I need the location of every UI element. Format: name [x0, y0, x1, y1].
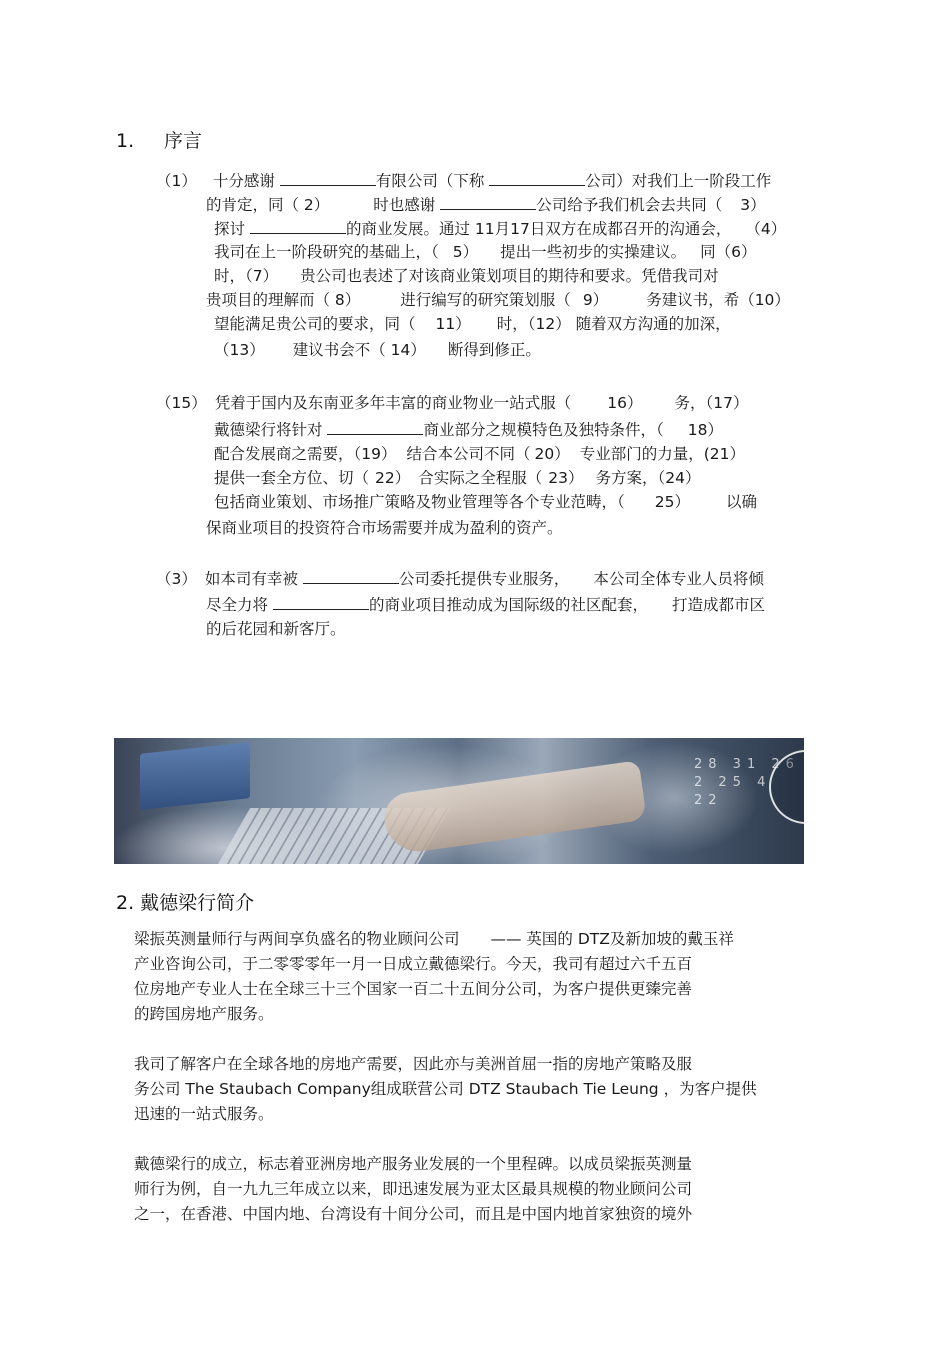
p2-line-5	[214, 491, 757, 513]
p1-text: 望能满足贵公司的要求，同（	[214, 315, 416, 333]
p2-text: 20）	[534, 445, 570, 463]
p2-text: 19）	[361, 445, 397, 463]
blank-line	[327, 418, 423, 435]
p2-line-4	[214, 467, 701, 489]
p3-line-3	[206, 618, 346, 640]
p1-line-6	[206, 289, 790, 311]
p1-text: 的商业发展。通过 11月17日双方在成都召开的沟通会，	[345, 220, 732, 238]
p3-text: 尽全力将	[206, 596, 269, 614]
s2-p2-line: 我司了解客户在全球各地的房地产需要，因此亦与美洲首屈一指的房地产策略及服	[134, 1055, 693, 1073]
s2-p1-line: 的跨国房地产服务。	[134, 1005, 274, 1023]
p1-line-7	[214, 313, 731, 335]
s2-p1-line: 梁振英测量师行与两间享负盛名的物业顾问公司 —— 英国的 DTZ及新加坡的戴玉祥	[134, 930, 734, 948]
s2-p2-line: 迅速的一站式服务。	[134, 1105, 274, 1123]
p1-text: 十分感谢	[212, 172, 275, 190]
p1-text: （4）	[745, 220, 787, 238]
blank-line	[280, 169, 376, 186]
p3-text: 如本司有幸被	[204, 570, 298, 588]
p3-text: 打造成都市区	[671, 596, 765, 614]
p1-text: （13）	[214, 341, 265, 359]
blank-line	[440, 193, 536, 210]
p1-text: 时，（12） 随着双方沟通的加深，	[496, 315, 731, 333]
p3-text: 的商业项目推动成为国际级的社区配套，	[368, 596, 648, 614]
p2-label: （15）	[156, 394, 207, 412]
p2-text: 保商业项目的投资符合市场需要并成为盈利的资产。	[206, 519, 563, 537]
p1-text: 的肯定，同（ 2）	[206, 196, 330, 214]
p1-text: 有限公司（下称	[375, 172, 485, 190]
p2-text: 18）	[687, 421, 723, 439]
p1-text: 我司在上一阶段研究的基础上，（	[214, 243, 439, 261]
p2-text: 凭着于国内及东南亚多年丰富的商业物业一站式服（	[214, 394, 572, 412]
p1-text: 贵公司也表述了对该商业策划项目的期待和要求。凭借我司对	[300, 267, 719, 285]
p2-text: 务，（17）	[674, 394, 749, 412]
p1-text: 探讨	[214, 220, 246, 238]
p1-text: 5）	[452, 243, 479, 261]
s2-p3-line: 戴德梁行的成立，标志着亚洲房地产服务业发展的一个里程碑。以成员梁振英测量	[134, 1155, 693, 1173]
p2-text: 22）	[375, 469, 411, 487]
section-2-heading: 2. 戴德梁行简介	[116, 892, 255, 914]
p2-text: 以确	[726, 493, 758, 511]
handshake-shape	[381, 760, 647, 856]
s2-p3-line: 之一，在香港、中国内地、台湾设有十间分公司，而且是中国内地首家独资的境外	[134, 1205, 693, 1223]
s2-p1-line: 位房地产专业人士在全球三十三个国家一百二十五间分公司，为客户提供更臻完善	[134, 980, 693, 998]
p2-text: 戴德梁行将针对	[214, 421, 323, 439]
p3-line-1	[156, 567, 764, 590]
blank-line	[489, 169, 585, 186]
p2-text: 23）	[548, 469, 584, 487]
p2-line-1	[156, 392, 748, 414]
p2-text: 合实际之全程服（	[418, 469, 543, 487]
p1-line-8	[214, 339, 541, 361]
p1-line-2	[206, 193, 766, 216]
p2-text: 配合发展商之需要，（	[214, 445, 362, 463]
p2-text: 24）	[665, 469, 701, 487]
section-1-heading	[116, 128, 202, 154]
p1-text: 贵项目的理解而（ 8）	[206, 291, 361, 309]
p1-text: 11）	[435, 315, 471, 333]
monitor-shape	[140, 742, 250, 810]
banner-image	[114, 738, 804, 864]
p2-line-3	[214, 443, 745, 465]
p2-text: 商业部分之规模特色及独特条件，（	[423, 421, 664, 439]
p1-text: 公司）对我们上一阶段工作	[585, 172, 772, 190]
p1-text: 务建议书，希（10）	[646, 291, 790, 309]
blank-line	[303, 567, 399, 584]
p1-text: 同（6）	[700, 243, 757, 261]
p1-line-4	[214, 241, 757, 263]
s2-p2-line: 务公司 The Staubach Company组成联营公司 DTZ Staubach Tie Leung ，为客户提供	[134, 1080, 757, 1098]
p2-text: 25）	[654, 493, 690, 511]
s2-p3-line: 师行为例，自一九九三年成立以来，即迅速发展为亚太区最具规模的物业顾问公司	[134, 1180, 693, 1198]
p1-text: 公司给予我们机会去共同（	[536, 196, 723, 214]
p1-text: 建议书会不（ 14）	[292, 341, 426, 359]
p1-text: 进行编写的研究策划服（	[400, 291, 571, 309]
p3-label: （3）	[156, 570, 197, 588]
p1-text: 3）	[740, 196, 766, 214]
p1-line-1	[156, 169, 771, 192]
p2-text: 16）	[607, 394, 643, 412]
p1-line-3	[214, 217, 786, 240]
p2-text: 结合本公司不同（	[406, 445, 531, 463]
p1-text: 9）	[582, 291, 609, 309]
p1-line-5	[214, 265, 719, 287]
blank-line	[273, 593, 369, 610]
p1-text: 提出一些初步的实操建议。	[500, 243, 687, 261]
p2-text: 务方案，（	[595, 469, 666, 487]
p3-text: 公司委托提供专业服务，	[398, 570, 570, 588]
blank-line	[250, 217, 346, 234]
p2-text: 专业部门的力量，(21）	[579, 445, 746, 463]
p2-text: 提供一套全方位、切（	[214, 469, 370, 487]
dial-numbers: 28 31 26 2 25 4 22	[694, 757, 800, 808]
p1-text: 断得到修正。	[447, 341, 541, 359]
section-1-number: 1.	[116, 130, 135, 152]
p1-label: （1）	[156, 172, 197, 190]
p2-line-2	[214, 418, 723, 441]
p3-text: 的后花园和新客厅。	[206, 620, 346, 638]
p1-text: 时，（7）	[214, 267, 279, 285]
p3-text: 本公司全体专业人员将倾	[593, 570, 764, 588]
section-1-title: 序言	[164, 130, 203, 152]
p2-text: 包括商业策划、市场推广策略及物业管理等各个专业范畴，（	[214, 493, 625, 511]
p3-line-2	[206, 593, 765, 616]
p2-line-6	[206, 517, 563, 539]
s2-p1-line: 产业咨询公司，于二零零零年一月一日成立戴德梁行。今天，我司有超过六千五百	[134, 955, 693, 973]
p1-text: 时也感谢	[373, 196, 436, 214]
